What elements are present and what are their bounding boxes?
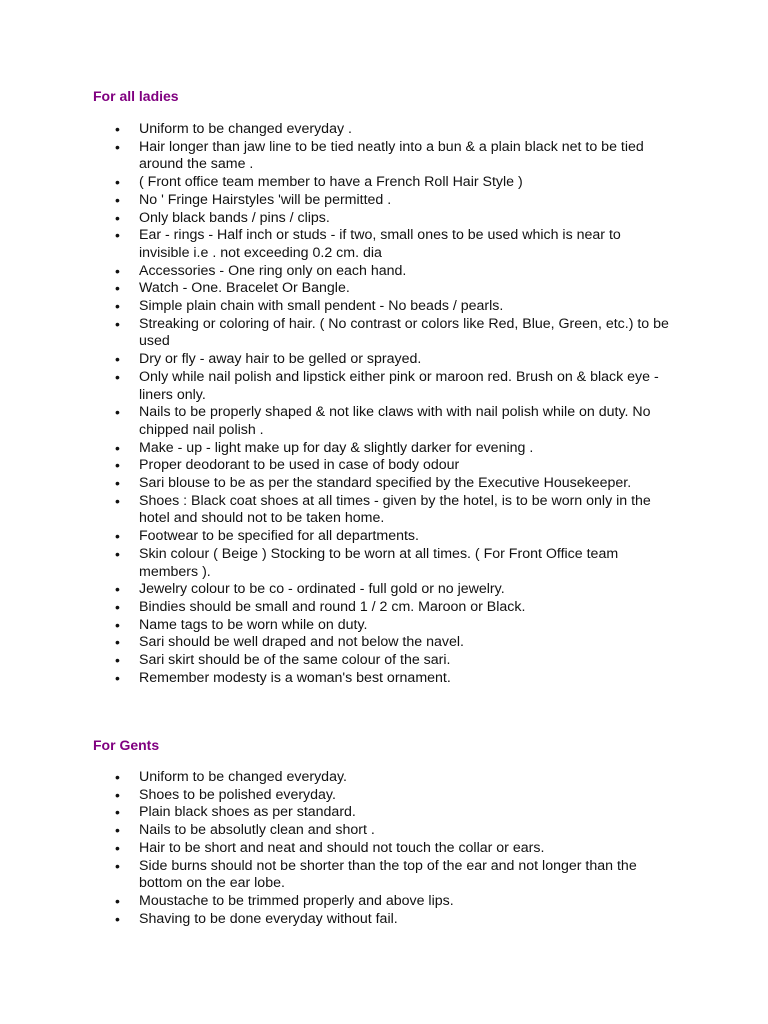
bullet-icon: • (115, 492, 120, 509)
list-item-text: Moustache to be trimmed properly and above lips. (139, 892, 454, 909)
list-item (112, 174, 672, 192)
bullet-icon: • (115, 368, 120, 385)
bullet-icon: • (115, 616, 120, 633)
list-item (112, 493, 672, 528)
list-item-text: Shoes : Black coat shoes at all times - given by the hotel, is to be worn only in the hotel and should not to be taken home. (139, 492, 651, 527)
list-item (112, 263, 672, 281)
list-item (112, 670, 672, 688)
list-item-text: No ' Fringe Hairstyles 'will be permitted . (139, 191, 392, 208)
bullet-icon: • (115, 545, 120, 562)
list-item-text: Shoes to be polished everyday. (139, 786, 336, 803)
gents-section-heading: For Gents (93, 737, 160, 753)
list-item (112, 192, 672, 210)
list-item (112, 804, 672, 822)
bullet-icon: • (115, 404, 120, 421)
bullet-icon: • (115, 822, 120, 839)
bullet-icon: • (115, 315, 120, 332)
list-item (112, 840, 672, 858)
list-item (112, 280, 672, 298)
list-item (112, 457, 672, 475)
list-item (112, 787, 672, 805)
list-item-text: Side burns should not be shorter than the top of the ear and not longer than the bottom on the ear lobe. (139, 857, 637, 892)
list-item (112, 893, 672, 911)
list-item-text: Accessories - One ring only on each hand. (139, 262, 407, 279)
list-item-text: Simple plain chain with small pendent - No beads / pearls. (139, 298, 504, 315)
list-item-text: Streaking or coloring of hair. ( No contrast or colors like Red, Blue, Green, etc.) to be used (139, 315, 669, 350)
list-item (112, 316, 672, 351)
bullet-icon: • (115, 581, 120, 598)
list-item-text: Sari should be well draped and not below the navel. (139, 634, 464, 651)
list-item-text: Uniform to be changed everyday . (139, 121, 352, 137)
list-item (112, 351, 672, 369)
list-item-text: Nails to be absolutly clean and short . (139, 822, 375, 839)
bullet-icon: • (115, 857, 120, 874)
list-item-text: Hair longer than jaw line to be tied neatly into a bun & a plain black net to be tied around the same . (139, 138, 644, 173)
list-item-text: Hair to be short and neat and should not touch the collar or ears. (139, 839, 545, 856)
bullet-icon: • (115, 262, 120, 279)
list-item (112, 581, 672, 599)
list-item-text: ( Front office team member to have a French Roll Hair Style ) (139, 174, 523, 191)
list-item-text: Ear - rings - Half inch or studs - if two, small ones to be used which is near to invisible i.e . not exceeding 0.2 cm. dia (139, 227, 621, 261)
list-item (112, 652, 672, 670)
list-item (112, 227, 672, 262)
list-item-text: Bindies should be small and round 1 / 2 cm. Maroon or Black. (139, 598, 526, 615)
ladies-section-heading: For all ladies (93, 88, 179, 104)
list-item-text: Jewelry colour to be co - ordinated - full gold or no jewelry. (139, 581, 505, 598)
list-item (112, 210, 672, 228)
bullet-icon: • (115, 121, 120, 137)
bullet-icon: • (115, 804, 120, 821)
list-item (112, 617, 672, 635)
list-item (112, 139, 672, 174)
bullet-icon: • (115, 769, 120, 785)
bullet-icon: • (115, 280, 120, 297)
list-item (112, 440, 672, 458)
list-item-text: Nails to be properly shaped & not like claws with with nail polish while on duty. No chipped nail polish . (139, 404, 651, 438)
list-item-text: Shaving to be done everyday without fail. (139, 910, 398, 927)
bullet-icon: • (115, 910, 120, 927)
bullet-icon: • (115, 786, 120, 803)
bullet-icon: • (115, 839, 120, 856)
bullet-icon: • (115, 138, 120, 155)
list-item-text: Sari skirt should be of the same colour of the sari. (139, 652, 451, 669)
list-item-text: Make - up - light make up for day & slightly darker for evening . (139, 439, 534, 456)
list-item (112, 121, 672, 139)
bullet-icon: • (115, 892, 120, 909)
gents-rules-list (112, 769, 672, 928)
bullet-icon: • (115, 209, 120, 226)
list-item-text: Proper deodorant to be used in case of body odour (139, 457, 460, 474)
list-item (112, 822, 672, 840)
list-item-text: Only while nail polish and lipstick either pink or maroon red. Brush on & black eye - liners only. (139, 368, 659, 403)
list-item-text: Watch - One. Bracelet Or Bangle. (139, 280, 350, 297)
bullet-icon: • (115, 439, 120, 456)
list-item (112, 911, 672, 929)
bullet-icon: • (115, 174, 120, 191)
bullet-icon: • (115, 669, 120, 686)
list-item-text: Footwear to be specified for all departments. (139, 528, 419, 545)
list-item (112, 404, 672, 439)
list-item (112, 858, 672, 893)
bullet-icon: • (115, 598, 120, 615)
list-item (112, 634, 672, 652)
list-item-text: Name tags to be worn while on duty. (139, 616, 368, 633)
list-item-text: Remember modesty is a woman's best ornament. (139, 669, 451, 686)
bullet-icon: • (115, 528, 120, 545)
bullet-icon: • (115, 457, 120, 474)
list-item (112, 528, 672, 546)
list-item-text: Dry or fly - away hair to be gelled or sprayed. (139, 351, 422, 368)
list-item (112, 769, 672, 787)
bullet-icon: • (115, 351, 120, 368)
list-item-text: Skin colour ( Beige ) Stocking to be worn at all times. ( For Front Office team members ). (139, 545, 619, 580)
list-item (112, 475, 672, 493)
bullet-icon: • (115, 191, 120, 208)
ladies-rules-list (112, 121, 672, 688)
list-item-text: Plain black shoes as per standard. (139, 804, 356, 821)
list-item (112, 599, 672, 617)
bullet-icon: • (115, 652, 120, 669)
list-item-text: Only black bands / pins / clips. (139, 209, 330, 226)
bullet-icon: • (115, 475, 120, 492)
bullet-icon: • (115, 298, 120, 315)
list-item-text: Sari blouse to be as per the standard specified by the Executive Housekeeper. (139, 475, 632, 492)
bullet-icon: • (115, 227, 120, 244)
list-item-text: Uniform to be changed everyday. (139, 769, 347, 785)
bullet-icon: • (115, 634, 120, 651)
list-item (112, 298, 672, 316)
list-item (112, 546, 672, 581)
list-item (112, 369, 672, 404)
